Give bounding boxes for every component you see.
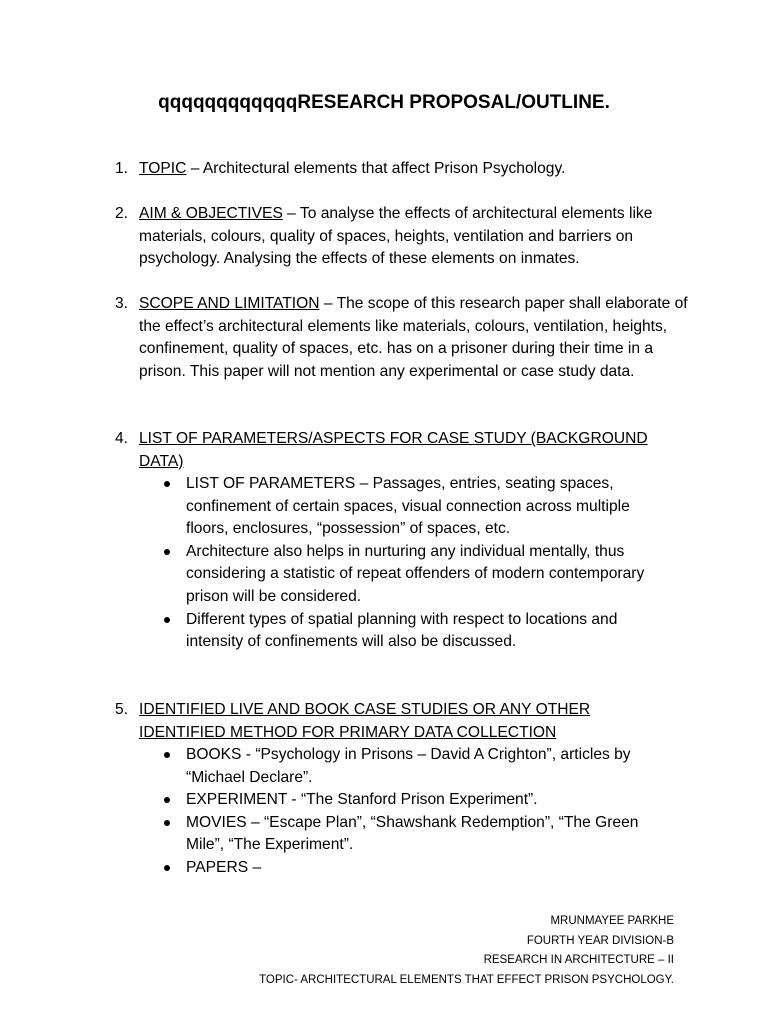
bullet-text: Architecture also helps in nurturing any individual mentally, thus considering a statistic of repeat offenders of modern contemporary prison will be considered. xyxy=(186,542,645,605)
item-number: 1. xyxy=(115,160,129,177)
item-heading: SCOPE AND LIMITATION xyxy=(139,295,320,312)
bullet-dot-icon xyxy=(164,820,170,826)
bullet-dot-icon xyxy=(164,481,170,487)
footer-year: FOURTH YEAR DIVISION-B xyxy=(526,934,674,947)
item-number: 4. xyxy=(115,430,129,447)
item-text: – Architectural elements that affect Prison Psychology. xyxy=(186,160,566,177)
bullet-dot-icon xyxy=(164,797,170,803)
bullet-item xyxy=(161,789,661,812)
item-number: 5. xyxy=(115,701,129,718)
bullet-item xyxy=(161,473,661,541)
author-footer xyxy=(259,912,674,990)
footer-course: RESEARCH IN ARCHITECTURE – II xyxy=(483,954,674,966)
bullet-dot-icon xyxy=(164,617,170,623)
footer-author: MRUNMAYEE PARKHE xyxy=(550,915,674,927)
case-studies-bullet-list xyxy=(161,744,661,880)
item-heading: TOPIC xyxy=(139,160,187,177)
bullet-text: EXPERIMENT - “The Stanford Prison Experiment”. xyxy=(186,791,538,809)
item-text: – The scope of this research paper shall elaborate of the effect’s architectural elements like materials, colours, ventilation, heights, confinement, quality of spaces, etc. has on a prisoner during their time in a prison. This paper will not mention any experimental or case study data. xyxy=(139,295,688,380)
bullet-item xyxy=(161,744,661,789)
item-number: 2. xyxy=(115,205,129,222)
item-body xyxy=(139,428,689,473)
item-number: 3. xyxy=(115,295,129,312)
bullet-dot-icon xyxy=(164,865,170,871)
parameters-bullet-list xyxy=(161,473,661,654)
page-title: qqqqqqqqqqqqRESEARCH PROPOSAL/OUTLINE. xyxy=(158,92,610,113)
bullet-item xyxy=(161,541,661,609)
bullet-item xyxy=(161,609,661,654)
bullet-dot-icon xyxy=(164,752,170,758)
bullet-text: PAPERS – xyxy=(186,858,262,876)
item-heading: LIST OF PARAMETERS/ASPECTS FOR CASE STUDY (BACKGROUND DATA) xyxy=(139,430,648,470)
item-text: – To analyse the effects of architectural elements like materials, colours, quality of spaces, heights, ventilation and barriers on psychology. Analysing the effects of these elements on inmates. xyxy=(139,205,653,268)
item-heading: IDENTIFIED LIVE AND BOOK CASE STUDIES OR ANY OTHER IDENTIFIED METHOD FOR PRIMARY DATA COLLECTION xyxy=(139,701,591,741)
bullet-text: LIST OF PARAMETERS – Passages, entries, seating spaces, confinement of certain spaces, visual connection across multiple floors, enclosures, “possession” of spaces, etc. xyxy=(186,475,630,538)
bullet-item xyxy=(161,812,661,857)
item-body xyxy=(139,203,689,271)
bullet-dot-icon xyxy=(164,549,170,555)
bullet-text: Different types of spatial planning with respect to locations and intensity of confinements will also be discussed. xyxy=(186,610,618,651)
item-body xyxy=(139,293,689,383)
item-heading: AIM & OBJECTIVES xyxy=(139,205,283,222)
footer-topic: TOPIC- ARCHITECTURAL ELEMENTS THAT EFFECT PRISON PSYCHOLOGY. xyxy=(259,973,674,986)
bullet-text: MOVIES – “Escape Plan”, “Shawshank Redemption”, “The Green Mile”, “The Experiment”. xyxy=(186,813,639,854)
item-body xyxy=(139,158,689,181)
bullet-item xyxy=(161,857,661,880)
item-body xyxy=(139,699,659,744)
bullet-text: BOOKS - “Psychology in Prisons – David A Crighton”, articles by “Michael Declare”. xyxy=(186,746,631,786)
